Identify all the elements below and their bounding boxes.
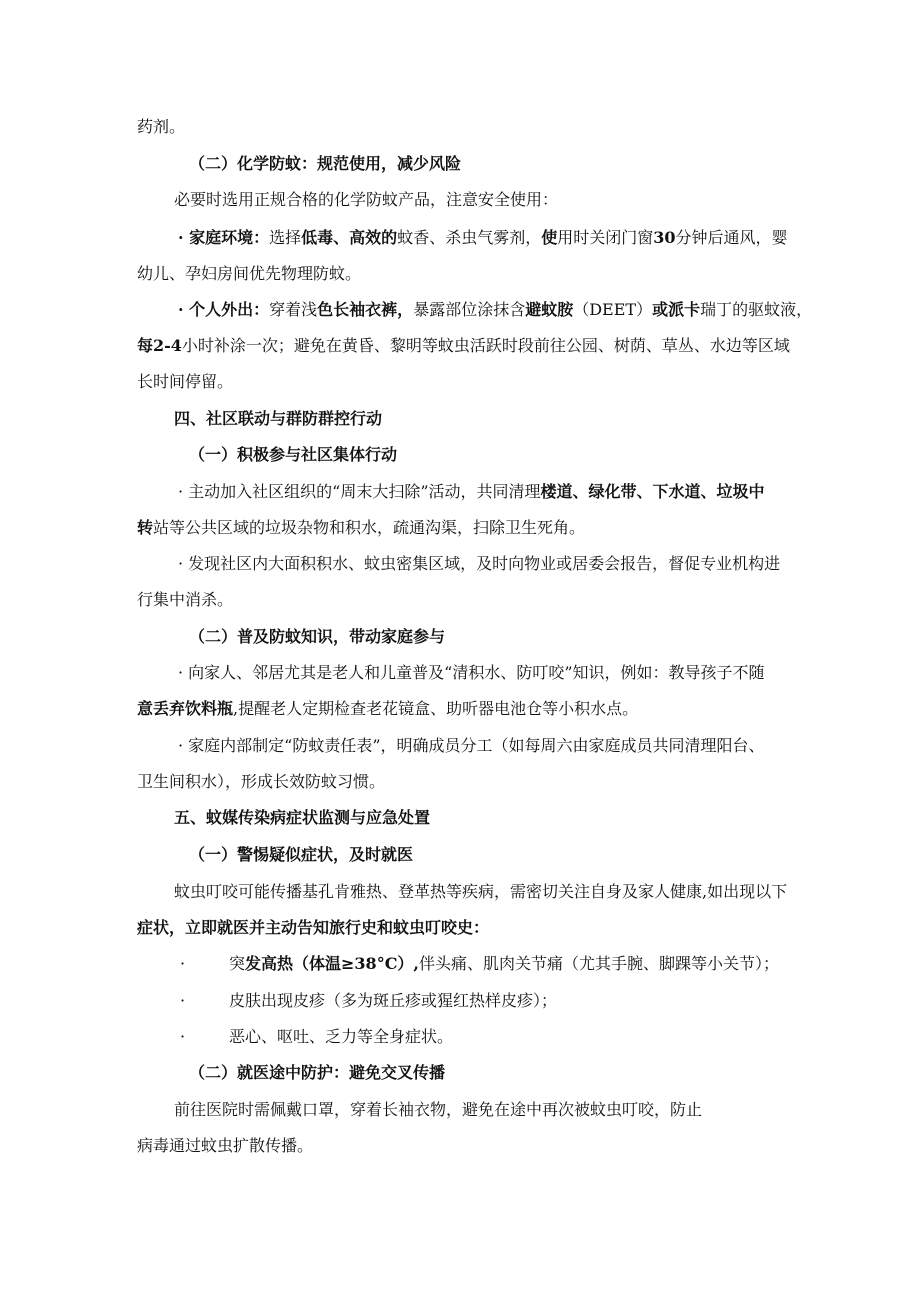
outdoor-label: · 个人外出：: [178, 300, 270, 319]
bullet-dot: ·: [180, 1027, 186, 1046]
paragraph-duty-line2: 卫生间积水），形成长效防蚊习惯。: [137, 772, 386, 791]
text-span: 突: [229, 954, 246, 973]
bold-span: 30: [653, 228, 676, 247]
bold-span: 使: [541, 228, 558, 247]
subheading-knowledge: （二）普及防蚊知识，带动家庭参与: [189, 627, 446, 646]
symptom-text: 恶心、呕吐、乏力等全身症状。: [229, 1027, 454, 1046]
bullet-outdoor-line2: [137, 334, 920, 358]
section-heading-symptoms: 五、蚊媒传染病症状监测与应急处置: [174, 808, 431, 827]
subheading-collective-action: （一）积极参与社区集体行动: [189, 445, 398, 464]
section-heading-community: 四、社区联动与群防群控行动: [174, 409, 383, 428]
paragraph-cleanup-line1: [178, 480, 920, 504]
paragraph-symptoms-intro-line1: 蚊虫叮咬可能传播基孔肯雅热、登革热等疾病，需密切关注自身及家人健康,如出现以下: [174, 882, 788, 901]
text-span: ,提醒老人定期检查老花镜盒、助听器电池仓等小积水点。: [233, 699, 639, 718]
home-label: · 家庭环境：: [178, 228, 270, 247]
bold-span: 低毒、高效的: [301, 228, 398, 247]
bullet-dot: ·: [180, 954, 186, 973]
text-span: 分钟后通风，婴: [675, 228, 788, 247]
bold-span: 色长袖衣裤，: [317, 300, 414, 319]
section-heading-chemical: （二）化学防蚊：规范使用，减少风险: [189, 154, 462, 173]
text-span: 蚊香、杀虫气雾剂，: [397, 228, 542, 247]
subheading-suspected-symptoms: （一）警惕疑似症状，及时就医: [189, 845, 414, 864]
paragraph-report-line2: 行集中消杀。: [137, 590, 234, 609]
paragraph-symptoms-intro-line2: 症状，立即就医并主动告知旅行史和蚊虫叮咬史：: [137, 918, 490, 937]
symptom-text: [229, 952, 779, 976]
bullet-home-line2: 幼儿、孕妇房间优先物理防蚊。: [137, 264, 362, 283]
paragraph-chemical-intro: 必要时选用正规合格的化学防蚊产品，注意安全使用：: [174, 190, 559, 209]
text-span: 选择: [269, 228, 302, 247]
text-span: 用时关闭门窗: [557, 228, 654, 247]
bold-span: 转: [137, 518, 154, 537]
bold-span: 发高热（体温≥38°C）,: [245, 954, 419, 973]
bold-span: 楼道、绿化带、下水道、垃圾中: [540, 482, 765, 501]
paragraph-transit-line1: 前往医院时需佩戴口罩，穿着长袖衣物，避免在途中再次被蚊虫叮咬，防止: [174, 1100, 703, 1119]
bullet-dot: ·: [180, 991, 186, 1010]
bullet-outdoor-line1: [178, 298, 920, 322]
text-span: 站等公共区域的垃圾杂物和积水，疏通沟渠，扫除卫生死角。: [153, 518, 586, 537]
bold-span: 避蚊胺: [525, 300, 574, 319]
text-span: 伴头痛、肌肉关节痛（尤其手腕、脚踝等小关节）；: [419, 954, 780, 973]
symptom-text: 皮肤出现皮疹（多为斑丘疹或猩红热样皮疹）；: [229, 991, 558, 1010]
text-span: 暴露部位涂抹含: [413, 300, 526, 319]
bold-span: 意丢弃饮料瓶: [137, 699, 234, 718]
paragraph-knowledge-line1: · 向家人、邻居尤其是老人和儿童普及“清积水、防叮咬”知识，例如：教导孩子不随: [178, 663, 765, 682]
paragraph-transit-line2: 病毒通过蚊虫扩散传播。: [137, 1136, 314, 1155]
text-span: 穿着浅: [269, 300, 318, 319]
text-span: 小时补涂一次；避免在黄昏、黎明等蚊虫活跃时段前往公园、树荫、草丛、水边等区域: [181, 336, 790, 355]
paragraph-duty-line1: · 家庭内部制定“防蚊责任表”，明确成员分工（如每周六由家庭成员共同清理阳台、: [178, 736, 765, 755]
text-span: · 主动加入社区组织的“周末大扫除”活动，共同清理: [178, 482, 541, 501]
subheading-transit-protection: （二）就医途中防护：避免交叉传播: [189, 1063, 446, 1082]
continued-text: 药剂。: [137, 117, 186, 136]
text-span: （DEET）: [573, 300, 653, 319]
text-span: 瑞丁的驱蚊液，: [700, 300, 813, 319]
bold-span: 每2-4: [137, 336, 182, 355]
paragraph-knowledge-line2: [137, 697, 920, 721]
bullet-outdoor-line3: 长时间停留。: [137, 372, 234, 391]
bold-span: 或派卡: [652, 300, 701, 319]
paragraph-report-line1: · 发现社区内大面积积水、蚊虫密集区域，及时向物业或居委会报告，督促专业机构进: [178, 554, 781, 573]
paragraph-cleanup-line2: [137, 516, 920, 540]
bullet-home-line1: [178, 226, 920, 250]
